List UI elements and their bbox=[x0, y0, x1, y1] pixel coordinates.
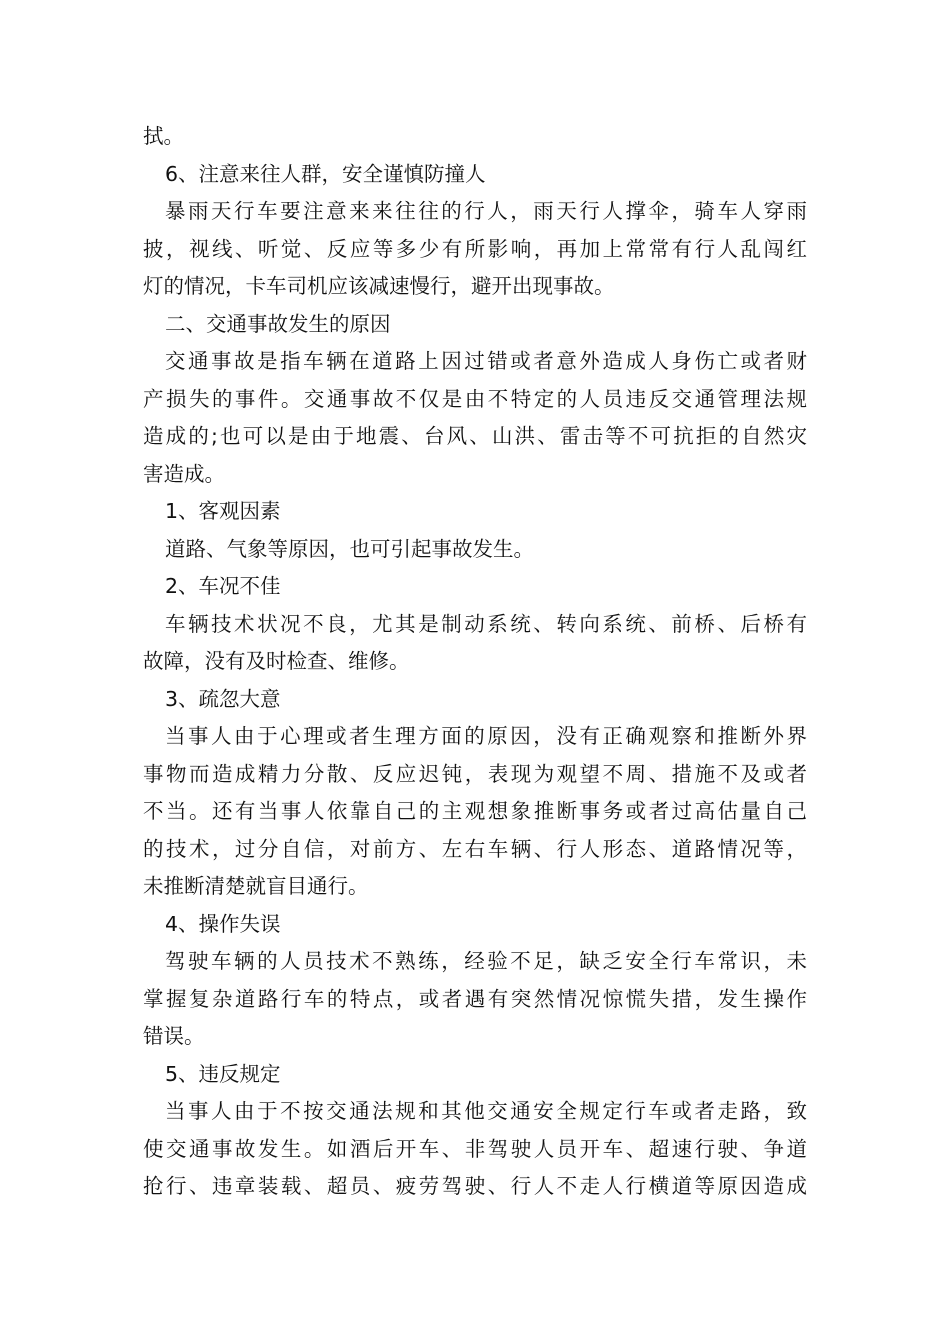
paragraph-line: 事物而造成精力分散、反应迟钝，表现为观望不周、措施不及或者 bbox=[143, 761, 807, 786]
section-heading: 1、客观因素 bbox=[165, 499, 281, 523]
section-heading: 6、注意来往人群，安全谨慎防撞人 bbox=[165, 161, 486, 186]
paragraph-line: 造成的;也可以是由于地震、台风、山洪、雷击等不可抗拒的自然灾 bbox=[143, 424, 807, 448]
paragraph-line: 车辆技术状况不良，尤其是制动系统、转向系统、前桥、后桥有 bbox=[165, 611, 807, 636]
section-heading: 5、违反规定 bbox=[165, 1061, 281, 1086]
paragraph-line: 害造成。 bbox=[143, 461, 225, 486]
paragraph-line: 不当。还有当事人依靠自己的主观想象推断事务或者过高估量自己 bbox=[143, 799, 807, 823]
paragraph-line: 暴雨天行车要注意来来往往的行人，雨天行人撑伞，骑车人穿雨 bbox=[165, 199, 807, 223]
paragraph-line: 当事人由于心理或者生理方面的原因，没有正确观察和推断外界 bbox=[165, 724, 807, 748]
paragraph-line: 的技术，过分自信，对前方、左右车辆、行人形态、道路情况等， bbox=[143, 836, 807, 861]
paragraph-line: 抢行、违章装载、超员、疲劳驾驶、行人不走人行横道等原因造成 bbox=[143, 1174, 807, 1198]
paragraph-line: 使交通事故发生。如酒后开车、非驾驶人员开车、超速行驶、争道 bbox=[143, 1136, 807, 1161]
paragraph-line: 拭。 bbox=[143, 124, 184, 148]
paragraph-line: 掌握复杂道路行车的特点，或者遇有突然情况惊慌失措，发生操作 bbox=[143, 986, 807, 1011]
section-heading: 4、操作失误 bbox=[165, 911, 281, 936]
paragraph-line: 故障，没有及时检查、维修。 bbox=[143, 649, 410, 673]
paragraph-line: 道路、气象等原因，也可引起事故发生。 bbox=[165, 536, 534, 561]
paragraph-line: 未推断清楚就盲目通行。 bbox=[143, 874, 369, 898]
paragraph-line: 错误。 bbox=[143, 1024, 205, 1048]
paragraph-line: 披，视线、听觉、反应等多少有所影响，再加上常常有行人乱闯红 bbox=[143, 236, 807, 261]
paragraph-line: 驾驶车辆的人员技术不熟练，经验不足，缺乏安全行车常识，未 bbox=[165, 949, 807, 973]
section-heading: 二、交通事故发生的原因 bbox=[165, 311, 391, 336]
section-heading: 3、疏忽大意 bbox=[165, 686, 281, 711]
paragraph-line: 交通事故是指车辆在道路上因过错或者意外造成人身伤亡或者财 bbox=[165, 349, 807, 373]
document-body bbox=[143, 118, 807, 1206]
section-heading: 2、车况不佳 bbox=[165, 574, 281, 598]
paragraph-line: 当事人由于不按交通法规和其他交通安全规定行车或者走路，致 bbox=[165, 1099, 807, 1123]
paragraph-line: 灯的情况，卡车司机应该减速慢行，避开出现事故。 bbox=[143, 274, 615, 298]
paragraph-line: 产损失的事件。交通事故不仅是由不特定的人员违反交通管理法规 bbox=[143, 386, 807, 411]
